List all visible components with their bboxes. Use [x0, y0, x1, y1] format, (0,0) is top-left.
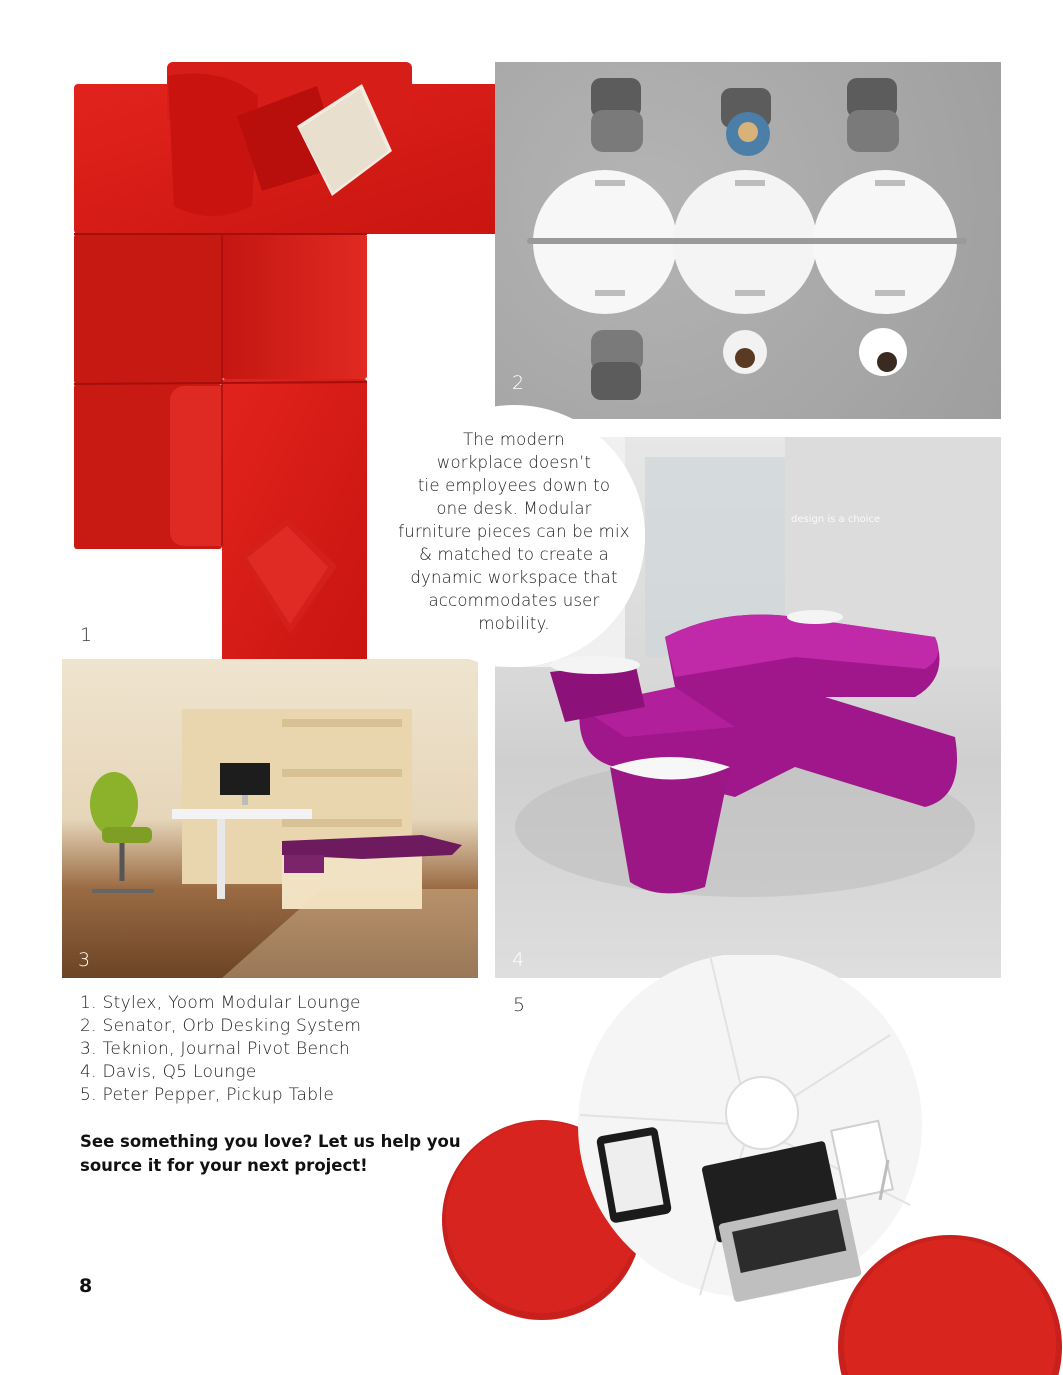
list-item: 1. Stylex, Yoom Modular Lounge — [80, 993, 361, 1013]
list-item: 2. Senator, Orb Desking System — [80, 1016, 362, 1036]
callout-line: The modern — [463, 430, 565, 449]
photo-pickup-table — [440, 955, 1063, 1375]
list-item: 4. Davis, Q5 Lounge — [80, 1062, 257, 1082]
callout-line: tie employees down to — [417, 476, 611, 495]
product-credits-list — [80, 992, 361, 1107]
callout-line: furniture pieces can be mix — [398, 522, 630, 541]
callout-text — [388, 428, 640, 635]
call-to-action — [80, 1130, 480, 1178]
callout-line: mobility. — [478, 614, 550, 633]
page-number: 8 — [79, 1275, 93, 1297]
wall-slogan: design is a choice — [791, 514, 881, 525]
desking-illustration — [495, 62, 1001, 419]
list-item: 3. Teknion, Journal Pivot Bench — [80, 1039, 351, 1059]
cta-line: source it for your next project! — [80, 1156, 368, 1175]
photo-number-3: 3 — [78, 949, 91, 971]
office-bench-illustration — [62, 659, 478, 978]
callout-line: workplace doesn’t — [436, 453, 592, 472]
photo-orb-desking-system — [495, 62, 1001, 419]
callout-line: & matched to create a — [419, 545, 609, 564]
list-item: 5. Peter Pepper, Pickup Table — [80, 1085, 335, 1105]
callout-line: one desk. Modular — [436, 499, 592, 518]
photo-number-4: 4 — [512, 949, 525, 971]
callout-line: dynamic workspace that — [410, 568, 618, 587]
photo-number-5: 5 — [513, 994, 526, 1016]
photo-number-2: 2 — [512, 372, 525, 394]
photo-journal-pivot-bench — [62, 659, 478, 978]
callout-line: accommodates user — [428, 591, 600, 610]
cta-line: See something you love? Let us help you — [80, 1132, 461, 1151]
pickup-table-illustration — [440, 955, 1063, 1375]
photo-number-1: 1 — [80, 624, 93, 646]
